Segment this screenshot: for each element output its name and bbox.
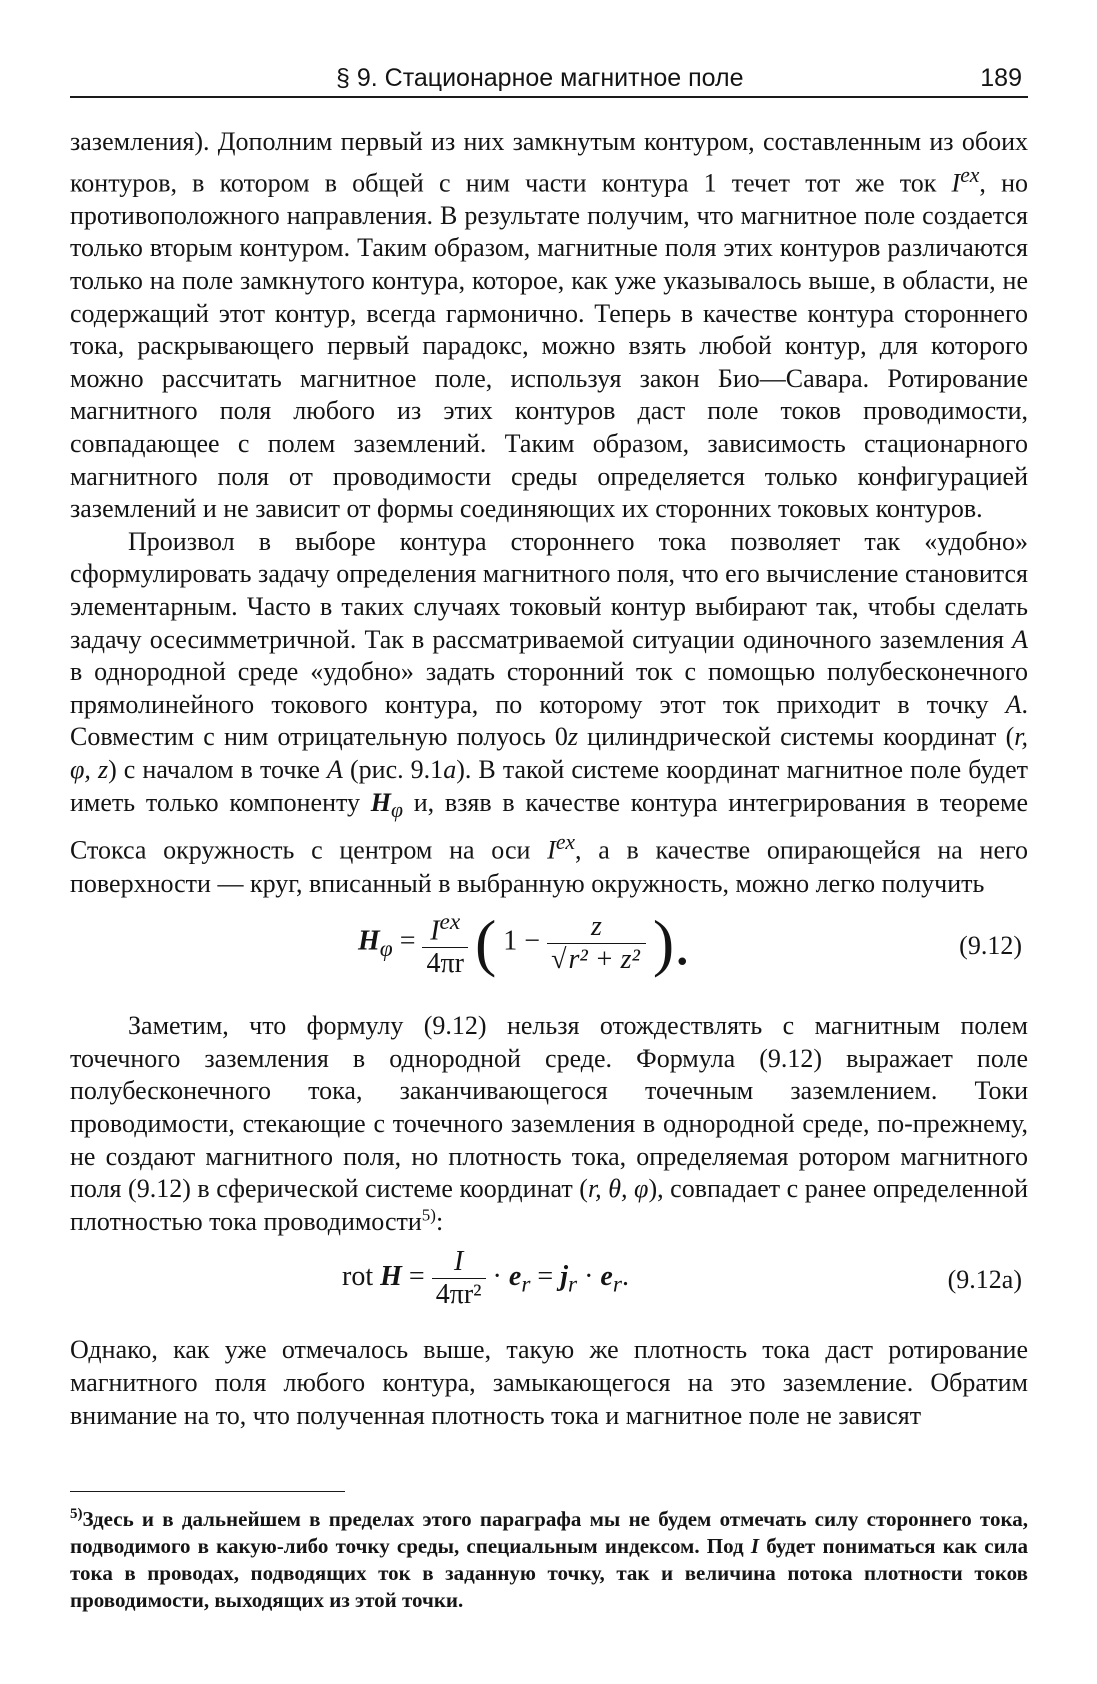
fraction-iex-4pir: $\frac{I^{ex}}{4\pi r}$ xyxy=(422,906,467,980)
formula-9-12a-expression: rot H = $\frac{I}{\text{4πr²}}$ · $e_r = j_r \cdot e_r$. xyxy=(342,1246,629,1311)
equation-number-9-12a: (9.12a) xyxy=(947,1265,1022,1295)
running-header xyxy=(70,60,1028,98)
formula-9-12 xyxy=(70,900,1028,1010)
paragraph-4: Однако, как уже отмечалось выше, такую же плотность тока даст ротирование магнитного поля любого контура, замыкающегося на это заземление. Обратим внимание на то, что полученная плотность тока и магнитное поле не зависят xyxy=(70,1335,1028,1430)
footnote-mark: 5) xyxy=(70,1506,83,1522)
page-number: 189 xyxy=(980,64,1022,92)
main-text xyxy=(70,126,1028,1432)
formula-9-12-expression: $H_\varphi$ = $\frac{I^{ex}}{4\pi r}$ ( 1 − $\frac{z}{\text{√r² + z²}}$ ). xyxy=(358,907,691,980)
fraction-i-4pir2: $\frac{I}{\text{4πr²}}$ xyxy=(432,1246,486,1311)
paragraph-1: заземления). Дополним первый из них замкнутым контуром, составленным из обоих контуров, в котором в общей с ним части контура 1 течет тот же ток $I^{ex}$, но противоположного направления. В результате получим, что магнитное поле создается только вторым контуром. Таким образом, магнитные поля этих контуров различаются только на поле замкнутого контура, которое, как уже указывалось выше, в области, не содержащий этот контур, всегда гармонично. Теперь в качестве контура стороннего тока, раскрывающего первый парадокс, можно взять любой контур, для которого можно рассчитать магнитное поле, используя закон Био—Савара. Ротирование магнитного поля любого из этих контуров даст поле токов проводимости, совпадающее с полем заземлений. Таким образом, зависимость стационарного магнитного поля от проводимости среды определяется только конфигурацией заземлений и не зависит от формы соединяющих их сторонних токовых контуров. xyxy=(70,127,1028,524)
header-title: § 9. Стационарное магнитное поле xyxy=(336,64,744,92)
formula-9-12a xyxy=(70,1238,1028,1334)
fraction-z-sqrt: $\frac{z}{\text{√r² + z²}}$ xyxy=(547,911,646,976)
footnote-divider xyxy=(70,1491,345,1492)
paragraph-2: Произвол в выборе контура стороннего тока позволяет так «удобно» сформулировать задачу определения магнитного поля, что его вычисление становится элементарным. Часто в таких случаях токовый контур выбирают так, чтобы сделать задачу осесимметричной. Так в рассматриваемой ситуации одиночного заземления A в однородной среде «удобно» задать сторонний ток с помощью полубесконечного прямолинейного токового контура, по которому этот ток приходит в точку A. Совместим с ним отрицательную полуось 0z цилиндрической системы координат (r, φ, z) с началом в точке A (рис. 9.1a). В такой системе координат магнитное поле будет иметь только компоненту $H_\varphi$ и, взяв в качестве контура интегрирования в теореме Стокса окружность с центром на оси $I^{ex}$, а в качестве опирающейся на него поверхности — круг, вписанный в выбранную окружность, можно легко получить xyxy=(70,526,1029,898)
equation-number-9-12: (9.12) xyxy=(959,931,1022,961)
paragraph-3: Заметим, что формулу (9.12) нельзя отождествлять с магнитным полем точечного заземления в однородной среде. Формула (9.12) выражает поле полубесконечного тока, заканчивающегося точечным заземлением. Токи проводимости, стекающие с точечного заземления в однородной среде, по-прежнему, не создают магнитного поля, но плотность тока, определяемая ротором магнитного поля (9.12) в сферической системе координат (r, θ, φ), совпадает с ранее определенной плотностью тока проводимости$^{5)}$: xyxy=(70,1011,1028,1236)
footnote-5: $^{5)}$Здесь и в дальнейшем в пределах этого параграфа мы не будем отмечать силу стороннего тока, подводимого в какую-либо точку среды, специальным индексом. Под I будет пониматься как сила тока в проводах, подводящих ток в заданную точку, так и величина потока плотности токов проводимости, выходящих из этой точки. xyxy=(70,1506,1028,1612)
